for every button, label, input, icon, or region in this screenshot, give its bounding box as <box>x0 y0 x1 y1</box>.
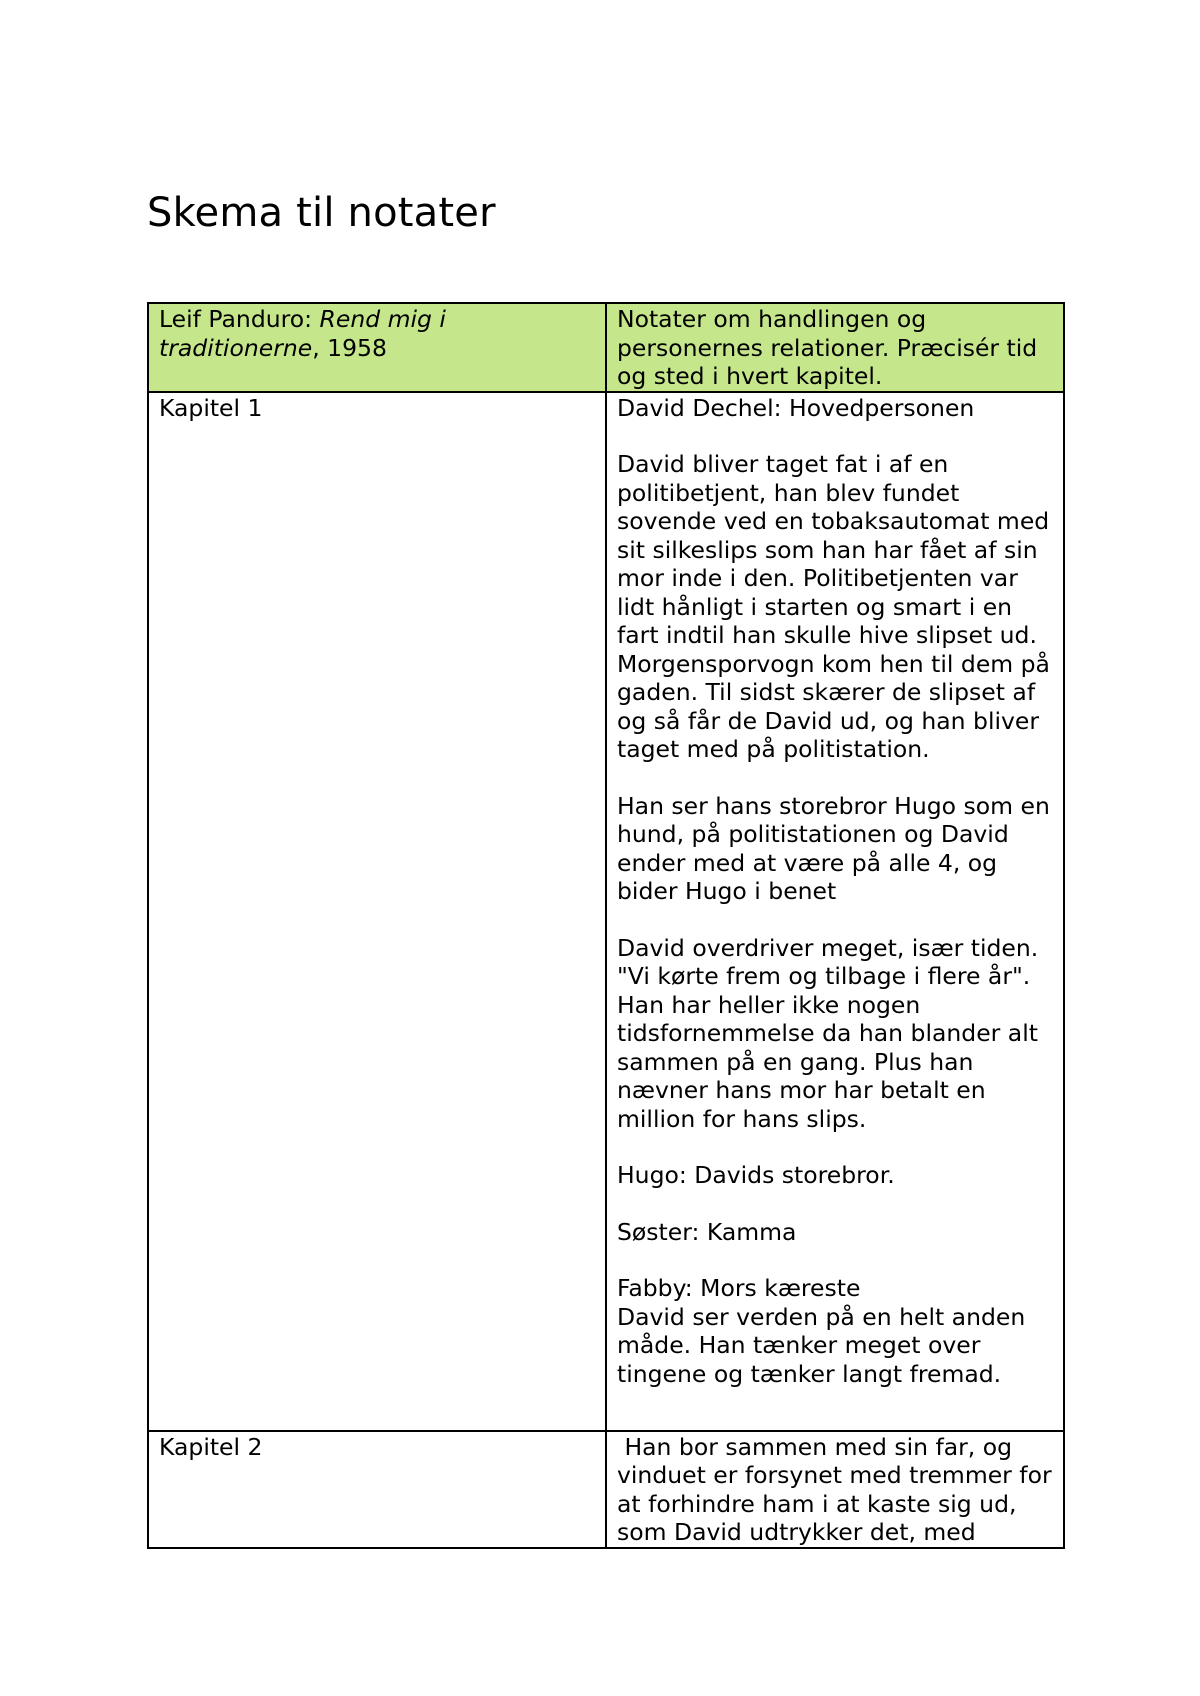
table-header-row <box>148 303 1064 392</box>
book-title: Rend mig i traditionerne <box>159 305 446 362</box>
chapter-notes-cell <box>606 392 1064 1431</box>
notes-table <box>147 302 1065 1549</box>
book-year: , 1958 <box>312 333 387 362</box>
note-paragraph: Han bor sammen med sin far, og vinduet er forsynet med tremmer for at forhindre ham i at kaste sig ud, som David udtrykker det, med <box>617 1432 1060 1546</box>
note-paragraph: David Dechel: Hovedpersonen <box>617 393 975 422</box>
note-paragraph: David overdriver meget, især tiden. "Vi kørte frem og tilbage i flere år". Han har heller ikke nogen tidsfornemmelse da han blander alt sammen på en gang. Plus han nævner hans mor har betalt en million for hans slips. <box>617 933 1039 1133</box>
page-title: Skema til notater <box>147 190 496 236</box>
chapter-label-cell <box>148 392 606 1431</box>
note-paragraph: David ser verden på en helt anden måde. Han tænker meget over tingene og tænker langt fremad. <box>617 1302 1026 1388</box>
chapter-notes-cell <box>606 1431 1064 1548</box>
header-cell-book <box>148 303 606 392</box>
table-row <box>148 1431 1064 1548</box>
table-row <box>148 392 1064 1431</box>
note-paragraph: Han ser hans storebror Hugo som en hund, på politistationen og David ender med at være på alle 4, og bider Hugo i benet <box>617 791 1050 905</box>
note-paragraph: Hugo: Davids storebror. <box>617 1161 895 1189</box>
chapter-label: Kapitel 1 <box>159 393 263 422</box>
chapter-label: Kapitel 2 <box>159 1432 263 1461</box>
note-paragraph: Fabby: Mors kæreste <box>617 1274 861 1302</box>
note-paragraph: David bliver taget fat i af en politibetjent, han blev fundet sovende ved en tobaksautomat med sit silkeslips som han har fået af sin mor inde i den. Politibetjenten var lidt hånligt i starten og smart i en fart indtil han skulle hive slipset ud. Morgensporvogn kom hen til dem på gaden. Til sidst skærer de slipset af og så får de David ud, og han bliver taget med på politistation. <box>617 450 1050 763</box>
notes-instructions: Notater om handlingen og personernes relationer. Præcisér tid og sted i hvert kapitel. <box>617 305 1038 390</box>
header-cell-notes <box>606 303 1064 392</box>
book-author: Leif Panduro: <box>159 305 320 333</box>
chapter-label-cell <box>148 1431 606 1548</box>
note-paragraph: Søster: Kamma <box>617 1217 797 1246</box>
